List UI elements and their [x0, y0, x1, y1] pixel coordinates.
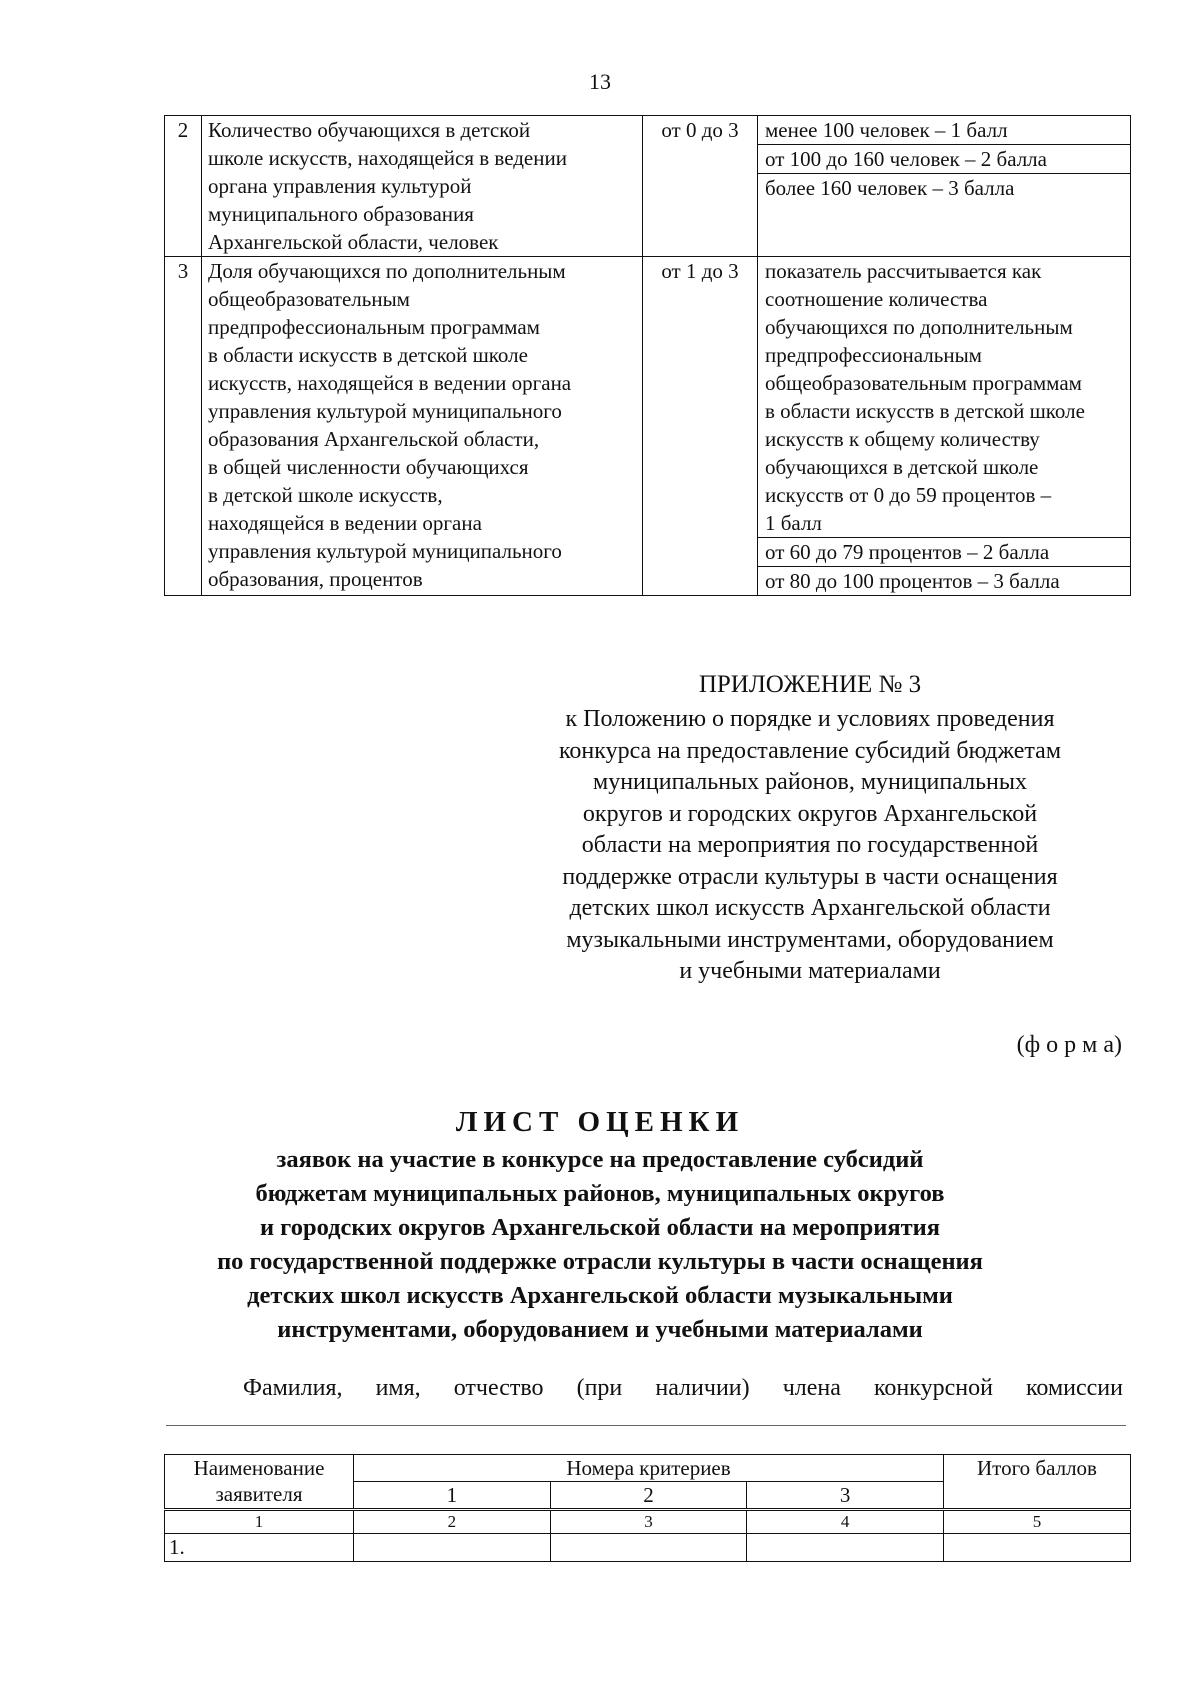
criterion-column-number: 1	[354, 1482, 551, 1510]
header-total: Итого баллов	[944, 1455, 1131, 1510]
criterion-name-line: предпрофессиональным программам	[208, 315, 540, 339]
criteria-row	[165, 257, 1131, 596]
criterion-name-line: муниципального образования	[208, 202, 474, 226]
criterion-name-line: в детской школе искусств,	[208, 483, 443, 507]
criteria-table	[164, 115, 1131, 596]
criterion-name-line: органа управления культурой	[208, 174, 472, 198]
criterion-name-line: Доля обучающихся по дополнительным	[208, 259, 566, 283]
sheet-subtitle: заявок на участие в конкурсе на предоставление субсидий бюджетам муниципальных районов, муниципальных округов и городских округов Архангельской области на мероприятия по государственной поддержке отрасли культуры в части оснащения детских школ искусств Архангельской области музыкальными инструментами, оборудованием и учебными материалами	[217, 1146, 983, 1343]
sheet-title: ЛИСТ ОЦЕНКИ	[455, 1106, 745, 1138]
scale-line: от 60 до 79 процентов – 2 балла	[758, 538, 1130, 567]
appendix-title: ПРИЛОЖЕНИЕ № 3	[698, 671, 922, 698]
score-cell[interactable]	[747, 1534, 944, 1562]
header-criteria: Номера критериев	[354, 1455, 944, 1482]
column-number: 3	[550, 1510, 747, 1534]
appendix-block	[500, 668, 1120, 988]
criterion-column-number: 3	[747, 1482, 944, 1510]
criterion-range: от 1 до 3	[643, 257, 758, 596]
table-row	[165, 1534, 1131, 1562]
score-cell[interactable]	[550, 1534, 747, 1562]
score-table	[164, 1454, 1131, 1562]
page-number: 13	[589, 69, 611, 94]
column-number: 2	[354, 1510, 551, 1534]
criterion-name-line: школе искусств, находящейся в ведении	[208, 146, 567, 170]
criterion-name-line: находящейся в ведении органа	[208, 511, 482, 535]
form-note: (ф о р м а)	[1016, 1032, 1122, 1058]
column-number: 5	[944, 1510, 1131, 1534]
column-number-row	[165, 1510, 1131, 1534]
scale-line: более 160 человек – 3 балла	[765, 176, 1015, 200]
fio-label: Фамилия, имя, отчество (при наличии) члена конкурсной комиссии	[243, 1375, 1123, 1401]
criterion-name-line: в области искусств в детской школе	[208, 343, 528, 367]
criterion-number: 2	[165, 116, 202, 257]
criterion-name-line: образования Архангельской области,	[208, 427, 540, 451]
fio-fill-line	[166, 1425, 1126, 1426]
score-cell[interactable]	[354, 1534, 551, 1562]
scale-line: менее 100 человек – 1 балл	[758, 116, 1130, 145]
criterion-name-line: искусств, находящейся в ведении органа	[208, 371, 572, 395]
criterion-name-line: общеобразовательным	[208, 287, 410, 311]
criterion-name	[202, 257, 643, 596]
criterion-range: от 0 до 3	[643, 116, 758, 257]
header-applicant: Наименование заявителя	[165, 1455, 354, 1510]
column-number: 4	[747, 1510, 944, 1534]
scale-line: от 80 до 100 процентов – 3 балла	[765, 569, 1060, 593]
criterion-name-line: Архангельской области, человек	[208, 230, 499, 254]
criterion-name-line: в общей численности обучающихся	[208, 455, 529, 479]
scale-line: показатель рассчитывается как соотношение количества обучающихся по дополнительным предпрофессиональным общеобразовательным программам в области искусств в детской школе искусств к общему количеству обучающихся в детской школе искусств от 0 до 59 процентов – 1 балл	[758, 257, 1130, 538]
criterion-number: 3	[165, 257, 202, 596]
appendix-body: к Положению о порядке и условиях проведения конкурса на предоставление субсидий бюджетам муниципальных районов, муниципальных округов и городских округов Архангельской области на мероприятия по государственной поддержке отрасли культуры в части оснащения детских школ искусств Архангельской области музыкальными инструментами, оборудованием и учебными материалами	[558, 706, 1062, 984]
criterion-name-line: Количество обучающихся в детской	[208, 118, 531, 142]
criteria-row	[165, 116, 1131, 257]
score-header-row	[165, 1455, 1131, 1482]
column-number: 1	[165, 1510, 354, 1534]
criterion-scale	[758, 257, 1131, 596]
criterion-name-line: образования, процентов	[208, 567, 423, 591]
total-cell[interactable]	[944, 1534, 1131, 1562]
scale-line: от 100 до 160 человек – 2 балла	[758, 145, 1130, 174]
applicant-cell[interactable]: 1.	[165, 1534, 354, 1562]
criterion-name	[202, 116, 643, 257]
criterion-scale	[758, 116, 1131, 257]
criterion-column-number: 2	[550, 1482, 747, 1510]
criterion-name-line: управления культурой муниципального	[208, 539, 562, 563]
criterion-name-line: управления культурой муниципального	[208, 399, 562, 423]
